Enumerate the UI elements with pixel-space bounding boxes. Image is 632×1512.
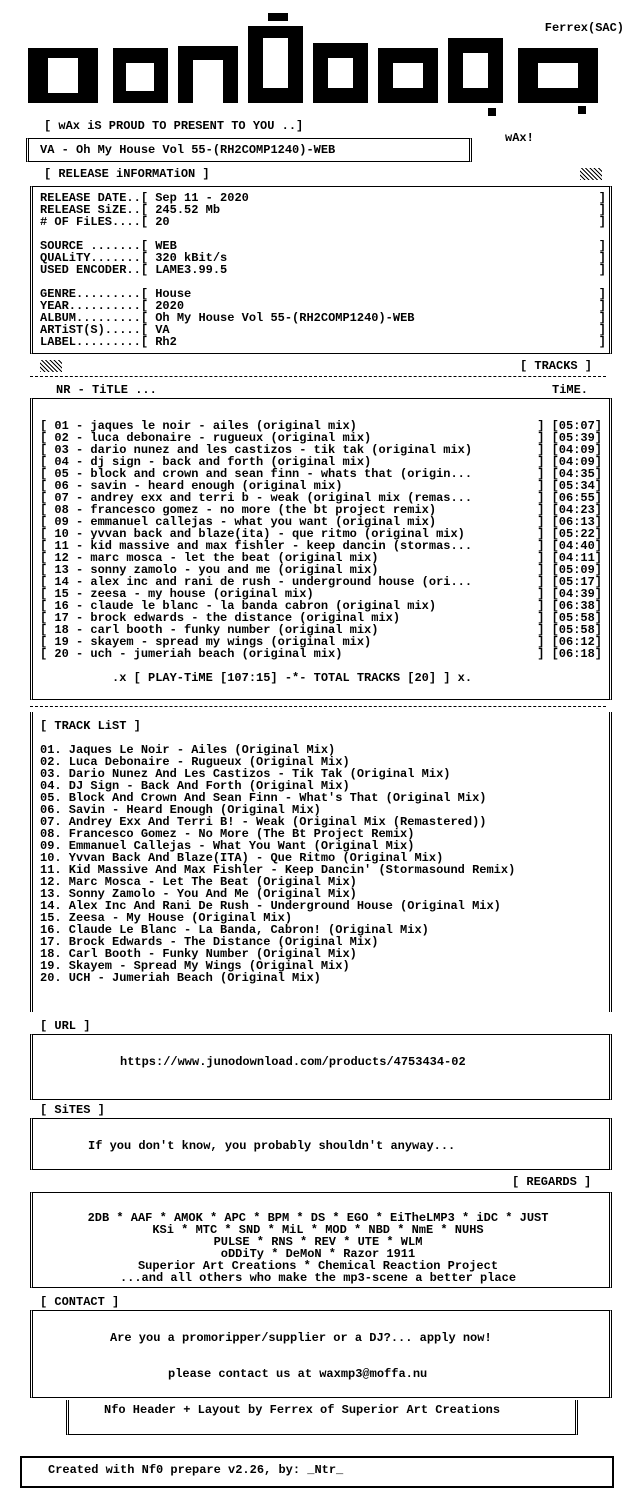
release-field-row: USED ENCODER..[ LAME3.99.5 ] <box>40 263 606 277</box>
release-field-row: QUALiTY.......[ 320 kBit/s ] <box>40 251 606 265</box>
track-title: [ 04 - dj sign - back and forth (original mix) <box>40 455 372 469</box>
release-field-row: RELEASE SiZE..[ 245.52 Mb ] <box>40 203 606 217</box>
track-title: [ 11 - kid massive and max fishler - keep dancin (stormas... <box>40 539 473 553</box>
track-title: [ 01 - jaques le noir - ailes (original mix) <box>40 419 357 433</box>
track-row <box>40 648 602 660</box>
track-title: [ 07 - andrey exx and terri b - weak (original mix (remas... <box>40 491 473 505</box>
release-field-label: RELEASE SiZE..[ <box>40 203 149 217</box>
release-field-row: LABEL.........[ Rh2 ] <box>40 335 606 349</box>
track-time: ] [06:18] <box>537 647 602 661</box>
tracklist-item: 15. Zeesa - My House (Original Mix) <box>40 911 293 925</box>
release-field-row: RELEASE DATE..[ Sep 11 - 2020 ] <box>40 191 606 205</box>
track-title: [ 03 - dario nunez and les castizos - tik tak (original mix) <box>40 443 473 457</box>
tracklist-item: 09. Emmanuel Callejas - What You Want (Original Mix) <box>40 839 415 853</box>
tracklist-item: 18. Carl Booth - Funky Number (Original Mix) <box>40 947 357 961</box>
release-url[interactable]: https://www.junodownload.com/products/4753434-02 <box>120 1055 466 1069</box>
tracklist-item: 19. Skayem - Spread My Wings (Original Mix) <box>40 959 350 973</box>
track-time: ] [06:55] <box>537 491 602 505</box>
release-field-label: YEAR..........[ <box>40 299 149 313</box>
contact-line1: Are you a promoripper/supplier or a DJ?... apply now! <box>110 1331 492 1345</box>
col-title-header: NR - TiTLE ... <box>56 383 157 397</box>
track-title: [ 13 - sonny zamolo - you and me (original mix) <box>40 563 379 577</box>
regards-line: ...and all others who make the mp3-scene a better place <box>119 1271 517 1285</box>
release-field-value: WEB <box>155 239 177 253</box>
release-field-value: Rh2 <box>155 335 177 349</box>
sites-text: If you don't know, you probably shouldn't anyway... <box>88 1139 456 1153</box>
release-field-label: RELEASE DATE..[ <box>40 191 149 205</box>
track-time: ] [05:39] <box>537 431 602 445</box>
created-with: Created with Nf0 prepare v2.26, by: _Ntr_ <box>48 1463 344 1477</box>
tracklist-heading: [ TRACK LiST ] <box>40 719 141 733</box>
header-credit: Ferrex(SAC) <box>544 21 624 35</box>
regards-lines <box>30 1212 606 1284</box>
tracklist-item: 08. Francesco Gomez - No More (The Bt Project Remix) <box>40 827 415 841</box>
release-field-row: GENRE.........[ House ] <box>40 287 606 301</box>
pattern-bar <box>40 360 62 372</box>
tracklist-item: 11. Kid Massive And Max Fishler - Keep Dancin' (Stormasound Remix) <box>40 863 516 877</box>
release-field-row: ALBUM.........[ Oh My House Vol 55-(RH2COMP1240)-WEB ] <box>40 311 606 325</box>
sites-heading: [ SiTES ] <box>40 1103 105 1117</box>
release-field-label: ALBUM.........[ <box>40 311 149 325</box>
track-time: ] [04:39] <box>537 587 602 601</box>
release-field-label: USED ENCODER..[ <box>40 263 149 277</box>
track-title: [ 08 - francesco gomez - no more (the bt project remix) <box>40 503 437 517</box>
track-time: ] [05:22] <box>537 527 602 541</box>
regards-line: PULSE * RNS * REV * UTE * WLM <box>213 1235 423 1249</box>
track-title: [ 17 - brock edwards - the distance (original mix) <box>40 611 401 625</box>
release-field-row: # OF FiLES....[ 20 ] <box>40 215 606 229</box>
release-title: VA - Oh My House Vol 55-(RH2COMP1240)-WEB <box>40 143 336 157</box>
track-title: [ 16 - claude le blanc - la banda cabron (original mix) <box>40 599 437 613</box>
track-time: ] [06:13] <box>537 515 602 529</box>
track-time: ] [05:17] <box>537 575 602 589</box>
release-field-value: Oh My House Vol 55-(RH2COMP1240)-WEB <box>155 311 415 325</box>
release-field-label: # OF FiLES....[ <box>40 215 149 229</box>
tracklist-item: 10. Yvvan Back And Blaze(ITA) - Que Ritmo (Original Mix) <box>40 851 444 865</box>
release-field-value: 2020 <box>155 299 185 313</box>
tracklist-item: 13. Sonny Zamolo - You And Me (Original Mix) <box>40 887 357 901</box>
track-time: ] [04:35] <box>537 467 602 481</box>
tracklist <box>40 744 515 984</box>
tracklist-item: 20. UCH - Jumeriah Beach (Original Mix) <box>40 971 321 985</box>
regards-line: KSi * MTC * SND * MiL * MOD * NBD * NmE * NUHS <box>152 1223 484 1237</box>
wax-logo <box>18 8 618 118</box>
regards-line: 2DB * AAF * AMOK * APC * BPM * DS * EGO * EiTheLMP3 * iDC * JUST <box>87 1211 549 1225</box>
track-title: [ 06 - savin - heard enough (original mix) <box>40 479 343 493</box>
release-field-row: ARTiST(S).....[ VA ] <box>40 323 606 337</box>
group-name: wAx! <box>505 131 534 145</box>
track-time: ] [05:07] <box>537 419 602 433</box>
tracklist-item: 04. DJ Sign - Back And Forth (Original Mix) <box>40 779 350 793</box>
release-field-label: GENRE.........[ <box>40 287 149 301</box>
contact-box <box>30 1310 612 1398</box>
pattern-bar <box>580 168 602 180</box>
track-time: ] [06:38] <box>537 599 602 613</box>
track-time: ] [05:34] <box>537 479 602 493</box>
release-field-value: 20 <box>155 215 170 229</box>
tracklist-item: 01. Jaques Le Noir - Ailes (Original Mix) <box>40 743 336 757</box>
header-tagline: [ wAx iS PROUD TO PRESENT TO YOU ..] <box>44 119 304 133</box>
track-time: ] [04:23] <box>537 503 602 517</box>
release-field-value: VA <box>155 323 170 337</box>
tracklist-item: 16. Claude Le Blanc - La Banda, Cabron! (Original Mix) <box>40 923 429 937</box>
tracklist-item: 07. Andrey Exx And Terri B! - Weak (Original Mix (Remastered)) <box>40 815 487 829</box>
tracks-table <box>40 420 602 660</box>
tracks-heading: [ TRACKS ] <box>520 359 593 373</box>
release-info-heading: [ RELEASE iNFORMATiON ] <box>44 167 210 181</box>
col-time-header: TiME. <box>552 383 589 397</box>
tracks-total: .x [ PLAY-TiME [107:15] -*- TOTAL TRACKS [20] ] x. <box>112 671 473 685</box>
regards-line: Superior Art Creations * Chemical Reaction Project <box>137 1259 499 1273</box>
tracklist-item: 12. Marc Mosca - Let The Beat (Original Mix) <box>40 875 357 889</box>
release-info-fields <box>40 192 606 348</box>
track-title: [ 10 - yvvan back and blaze(ita) - que ritmo (original mix) <box>40 527 465 541</box>
regards-heading: [ REGARDS ] <box>512 1175 592 1189</box>
tracklist-item: 06. Savin - Heard Enough (Original Mix) <box>40 803 321 817</box>
release-field-value: LAME3.99.5 <box>155 263 228 277</box>
track-title: [ 15 - zeesa - my house (original mix) <box>40 587 314 601</box>
track-title: [ 20 - uch - jumeriah beach (original mix) <box>40 647 343 661</box>
track-title: [ 19 - skayem - spread my wings (original mix) <box>40 635 372 649</box>
tracklist-item: 02. Luca Debonaire - Rugueux (Original Mix) <box>40 755 350 769</box>
release-field-value: House <box>155 287 192 301</box>
contact-email[interactable]: please contact us at waxmp3@moffa.nu <box>168 1367 428 1381</box>
release-field-value: 320 kBit/s <box>155 251 228 265</box>
track-title: [ 18 - carl booth - funky number (original mix) <box>40 623 379 637</box>
track-time: ] [05:58] <box>537 623 602 637</box>
track-time: ] [04:11] <box>537 551 602 565</box>
url-heading: [ URL ] <box>40 1019 91 1033</box>
track-time: ] [04:40] <box>537 539 602 553</box>
layout-credit: Nfo Header + Layout by Ferrex of Superior Art Creations <box>104 1403 501 1417</box>
track-time: ] [05:58] <box>537 611 602 625</box>
track-time: ] [05:09] <box>537 563 602 577</box>
release-field-label: LABEL.........[ <box>40 335 149 349</box>
track-time: ] [04:09] <box>537 443 602 457</box>
regards-line: oDDiTy * DeMoN * Razor 1911 <box>220 1247 416 1261</box>
release-field-row: YEAR..........[ 2020 ] <box>40 299 606 313</box>
release-field-row: SOURCE .......[ WEB ] <box>40 239 606 253</box>
tracklist-item: 17. Brock Edwards - The Distance (Original Mix) <box>40 935 379 949</box>
track-title: [ 05 - block and crown and sean finn - whats that (origin... <box>40 467 473 481</box>
release-field-value: 245.52 Mb <box>155 203 221 217</box>
track-time: ] [06:12] <box>537 635 602 649</box>
release-field-value: Sep 11 - 2020 <box>155 191 249 205</box>
release-field-label: SOURCE .......[ <box>40 239 149 253</box>
track-title: [ 02 - luca debonaire - rugueux (original mix) <box>40 431 372 445</box>
track-title: [ 14 - alex inc and rani de rush - underground house (ori... <box>40 575 473 589</box>
track-title: [ 09 - emmanuel callejas - what you want (original mix) <box>40 515 437 529</box>
tracklist-item: 03. Dario Nunez And Les Castizos - Tik Tak (Original Mix) <box>40 767 451 781</box>
track-title: [ 12 - marc mosca - let the beat (original mix) <box>40 551 379 565</box>
tracklist-item: 05. Block And Crown And Sean Finn - What's That (Original Mix) <box>40 791 487 805</box>
release-field-label: ARTiST(S).....[ <box>40 323 149 337</box>
tracklist-item: 14. Alex Inc And Rani De Rush - Underground House (Original Mix) <box>40 899 501 913</box>
release-field-label: QUALiTY.......[ <box>40 251 149 265</box>
contact-heading: [ CONTACT ] <box>40 1295 120 1309</box>
track-time: ] [04:09] <box>537 455 602 469</box>
